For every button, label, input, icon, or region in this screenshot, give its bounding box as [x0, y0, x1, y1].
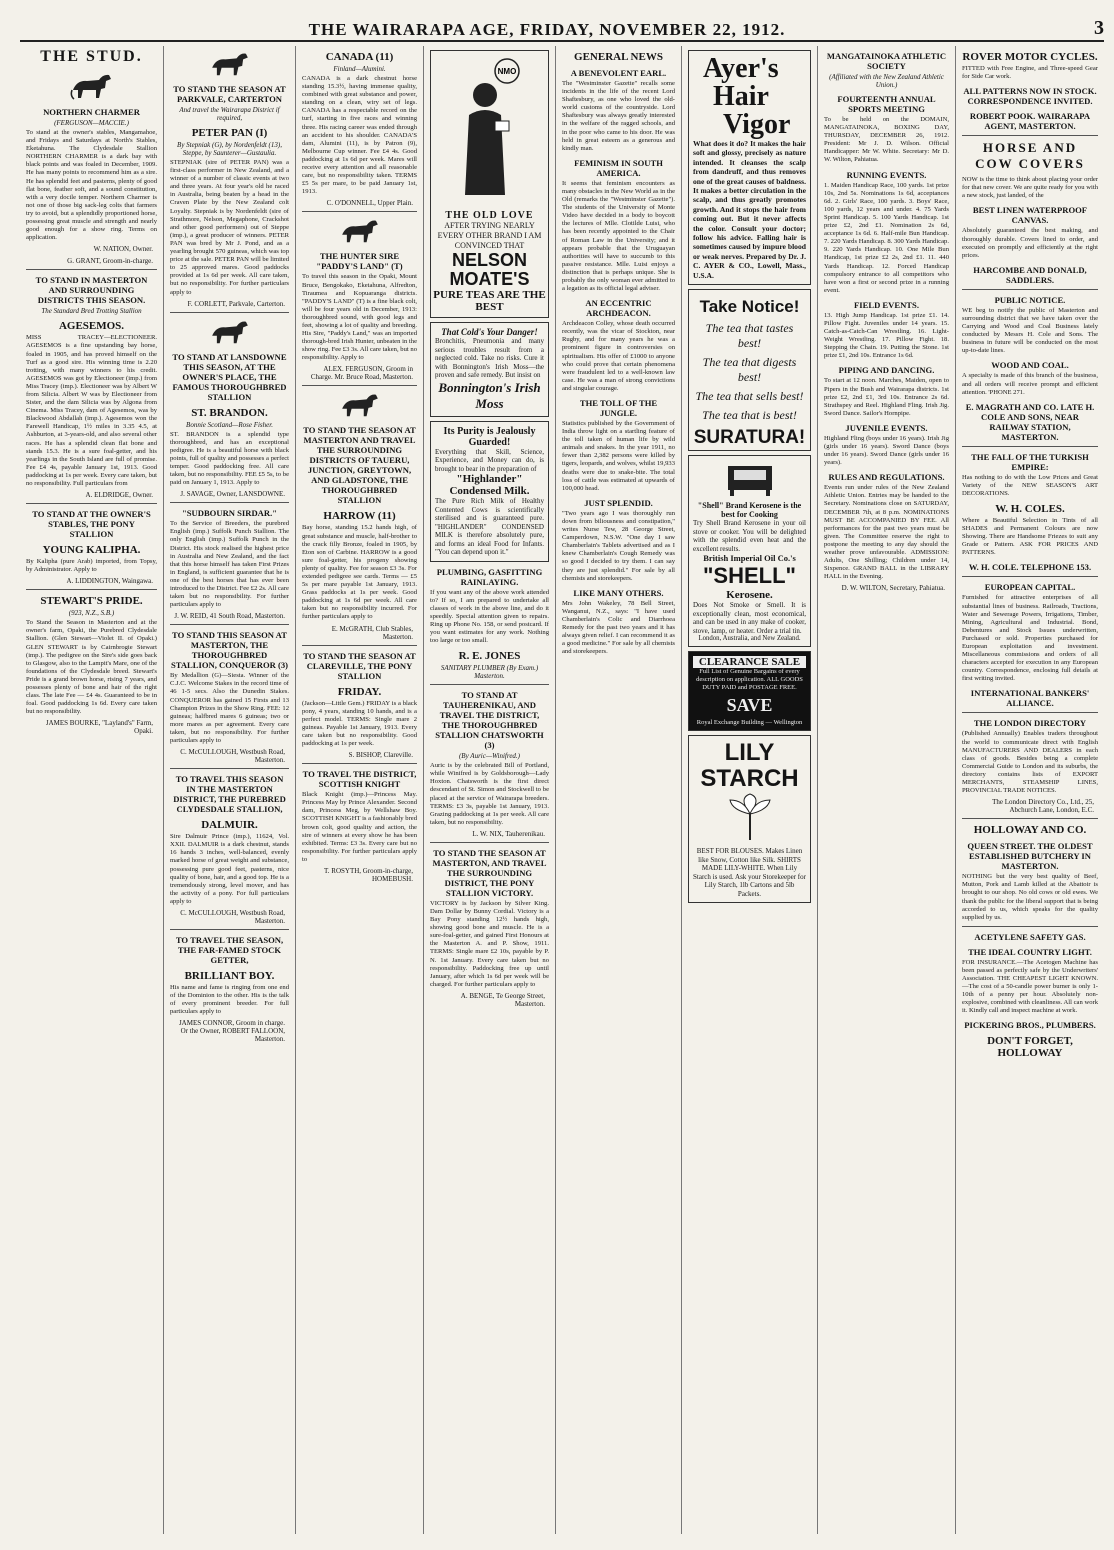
article-title: JUST SPLENDID. — [584, 497, 653, 508]
ad-st-brandon-owner: J. SAVAGE, Owner, LANSDOWNE. — [180, 490, 285, 499]
ad-peter-pan-sub: And travel the Wairarapa District if required, — [179, 106, 280, 122]
ad-kalipha-owner: A. LIDDINGTON, Waingawa. — [66, 577, 153, 586]
ad-chatsworth-heading: TO STAND AT TAUHERENIKAU, AND TRAVEL THE DISTRICT, THE THOROUGHBRED STALLION CHATSWORTH (3) — [435, 690, 544, 751]
rover-ad-body: FITTED with Free Engine, and Three-speed Gear for Side Car work. — [962, 65, 1098, 81]
article-title: THE TOLL OF THE JUNGLE. — [579, 398, 658, 418]
divider — [170, 624, 289, 625]
holloway-ad-sub: QUEEN STREET. THE OLDEST ESTABLISHED BUTCHERY IN MASTERTON. — [967, 841, 1093, 872]
ad-northern-charmer-title: NORTHERN CHARMER — [43, 107, 140, 117]
column-adverts — [424, 46, 556, 1534]
horse-icon — [338, 216, 382, 246]
rover-ad-stock: ALL PATTERNS NOW IN STOCK. CORRESPONDENCE INVITED. — [963, 86, 1097, 107]
ad-agesemos-name: AGESEMOS. — [58, 320, 125, 333]
wood-coal-body: A specialty is made of this branch of the business, and all orders will receive prompt and efficient attention. 'PHONE 271. — [962, 372, 1098, 396]
lily-starch-ad — [688, 735, 811, 903]
column-business-notices — [956, 46, 1104, 1534]
ad-peter-pan-owner: F. CORLETT, Parkvale, Carterton. — [187, 299, 285, 308]
highlander-ad-headline: Its Purity is Jealously Guarded! — [443, 425, 536, 448]
shell-ad-product: Kerosene. — [726, 589, 773, 602]
divider — [962, 135, 1098, 136]
european-capital-title: EUROPEAN CAPITAL. — [984, 582, 1076, 593]
article-title: LIKE MANY OTHERS. — [573, 587, 664, 598]
london-directory-body: (Published Annually) Enables traders throughout the world to communicate direct with English MANUFACTURERS AND DEALERS in each class of goods. Besides being a complete Commercial Guide to London and its suburbs, the directory contains lists of EXPORT MERCHANTS, STEAMSHIP LINES, PROVINCIAL TRADE NOTICES. — [962, 730, 1098, 795]
horse-icon — [208, 317, 252, 347]
plumbing-ad-heading: PLUMBING, GASFITTING RAINLAYING. — [436, 566, 543, 587]
divider — [302, 763, 417, 764]
magrath-sig: E. MAGRATH AND CO. LATE H. COLE AND SONS, NEAR RAILWAY STATION, MASTERTON. — [965, 401, 1095, 442]
article-title: AN ECCENTRIC ARCHDEACON. — [585, 298, 652, 319]
wood-coal-sub: WOOD AND COAL. — [991, 360, 1069, 371]
highlander-milk-ad — [430, 421, 549, 562]
suratura-tea-ad — [688, 289, 811, 451]
irish-moss-ad-brand: Bonnington's Irish Moss — [438, 379, 541, 411]
ad-brilliant-boy-heading: TO TRAVEL THE SEASON, THE FAR-FAMED STOCK GETTER, — [175, 934, 284, 965]
ad-st-brandon-body: ST. BRANDON is a splendid type thoroughbred, and has an exceptional pedigree. He is a beautiful horse with black points, full of quality and possesses a perfect temper. Good paddocking free. All care taken, but no responsibility. FEE £5 5s, to be paid on January 1, 1913. Apply to — [170, 430, 289, 487]
ad-stewarts-pride-sub: (923, N.Z., S.B.) — [68, 609, 115, 618]
ad-dalmuir-name: DALMUIR. — [201, 819, 258, 832]
ad-brilliant-boy-body: His name and fame is ringing from one end of the Dominion to the other. His is the talk of every prominent breeder. For full particulars apply to — [170, 983, 289, 1016]
tea-ad-brand: SURATURA! — [693, 427, 806, 449]
oil-stove-illustration — [720, 460, 780, 496]
london-directory-sig: The London Directory Co., Ltd., 25, Abchurch Lane, London, E.C. — [992, 798, 1094, 815]
coles-ad-body: Where a Beautiful Selection in Tints of all SHADES and Permanent Colours are now Showing. There are Handsome Friezes to suit any Grade or Pattern. ASK FOR PRICES AND PATTERNS. — [962, 516, 1098, 557]
ad-harrow-heading: TO STAND THE SEASON AT MASTERTON AND TRAVEL THE SURROUNDING DISTRICTS OF TAUERU, JUNCTION, GREYTOWN, AND GLADSTONE, THE THOROUGHBRED STALLION — [303, 425, 416, 506]
ad-paddys-land-body: To travel this season in the Opaki, Mount Bruce, Bengokako, Eketahuna, Alfredton, Tiraumea and Kopuaranga districts. "PADDY'S LAND" (T) is a fine black colt, will be four years old in December, 1913: thoroughbred sound, with good legs and feet, showing a lot of quality and breeding. His Sire, "Paddy's Land," was an imported thorough-bred Irish Hunter, unbeaten in the show ring. Fee £3 3s. All care taken, but no responsibility. Apply to — [302, 273, 417, 362]
ad-agesemos-heading: TO STAND IN MASTERTON AND SURROUNDING DISTRICTS THIS SEASON. — [35, 275, 148, 306]
nelson-moate-tea-ad — [430, 50, 549, 318]
column-sports-meeting — [818, 46, 956, 1534]
ad-canada-owner: C. O'DONNELL, Upper Plain. — [326, 199, 413, 208]
clearance-ad-headline: CLEARANCE SALE — [693, 656, 806, 668]
divider — [170, 768, 289, 769]
article-body: It seems that feminism encounters as many obstacles in the New World as in the Old (remarks the "Westminster Gazette"). The students of the University of Monte Video have decided in a body to boycott the lectures of Mlle. Clotilde Luisi, who has been recently appointed to the Chair of Roman Law in the University; and it appears probable that the Uruguayan authorities will have to succumb to this passive resistance. Mlle. Luisi enjoys a distinction that is perhaps unique. She is probably the only woman ever admitted to a legation as its official legal adviser. — [562, 179, 675, 293]
ad-peter-pan-name: PETER PAN (I) — [191, 127, 268, 139]
divider — [302, 645, 417, 646]
ad-agesemos-sub: The Standard Bred Trotting Stallion — [41, 307, 142, 316]
rover-ad-agent: ROBERT POOK. WAIRARAPA AGENT, MASTERTON. — [969, 111, 1091, 132]
divider — [26, 503, 157, 504]
clearance-ad-save: SAVE — [726, 695, 773, 716]
ayers-brand-line1: Ayer's — [703, 53, 779, 84]
irish-moss-ad-headline: That Cold's Your Danger! — [441, 327, 538, 337]
events-list: Highland Fling (boys under 16 years). Irish Jig (girls under 16 years). Sword Dance (boys under 16 years). Sword Dance (girls under 16 years). — [824, 434, 949, 467]
ayers-ad-copy: What does it do? It makes the hair soft and glossy, precisely as nature intended. It cleanses the scalp from dandruff, and thus removes one of the great causes of baldness. It makes a better circulation in the scalp, and thus greatly promotes growth. And it stops the hair from coming out. But it never affects the color. Consult your doctor; follow his advice. Falling hair is sometimes caused by impure blood or weak nerves. Prepared by Dr. J. C. AYER & CO., Lowell, Mass., U.S.A. — [693, 139, 806, 280]
ad-canada-name: CANADA (11) — [325, 51, 394, 63]
masthead — [20, 18, 1104, 42]
ad-conqueror-owner: C. McCULLOUGH, Westbush Road, Masterton. — [180, 748, 285, 765]
acetylene-ad-sub: THE IDEAL COUNTRY LIGHT. — [968, 946, 1092, 957]
events-list: 1. Maiden Handicap Race, 100 yards. 1st prize 10s, 2nd 5s. Nominations 1s 6d, acceptances 6d. 2. Girls' Race, 100 yards. 3. Boys' Race, 100 yards, 12 years and under. 4. 75 Yards Sprint Handicap. 5. 100 Yards Handicap. 1st prize £2, 2nd £1. Nomination 2s 6d, acceptance 1s 6d. 6. Half-mile Bun Handicap. 7. 220 Yards Handicap. 8. 300 Yards Handicap. 9. 220 Yards Handicap. 10. One Mile Bun Handicap, 1st prize £2 2s, 2nd £1. 11. 440 Yards Handicap. 12. Forced Handicap compulsory entrance to all competitors who have won a first or second prize in a running event. — [824, 181, 949, 294]
section-title: THE STUD. — [40, 48, 143, 65]
covers-ad-body: Absolutely guaranteed the best making, and thoroughly durable. Covers lined to order, and executed on promptly and efficiently at the right prices. — [962, 227, 1098, 259]
ad-peter-pan-heading: TO STAND THE SEASON AT PARKVALE, CARTERTON — [173, 84, 286, 104]
ad-sudbourn-body: To the Service of Breeders, the purebred English (imp.) Suffolk Punch Stallion. The only English (imp.) Suffolk Punch in the District. His stock realised the highest price in Australia and New Zealand, and the fact that this horse himself has taken First Prizes in England, is sufficient guarantee that he is one of the best horses that has ever been introduced to the District. Fee £2 2s. All care taken but no responsibility. For further particulars apply to — [170, 520, 289, 609]
newspaper-title: THE WAIRARAPA AGE, FRIDAY, NOVEMBER 22, 1912. — [308, 20, 786, 39]
irish-moss-ad — [430, 322, 549, 417]
holloway-ad-body: NOTHING but the very best quality of Beef, Mutton, Pork and Lamb killed at the Abattoir is brought to our shop. No old cows or old ewes. We thank the public for the liberal support that is being accorded to us, which speaks for the quality supplied by us. — [962, 873, 1098, 921]
divider — [962, 446, 1098, 447]
ad-northern-charmer-groom: G. GRANT, Groom-in-charge. — [67, 257, 153, 266]
nmo-monogram: NMO — [497, 67, 516, 76]
ad-northern-charmer-pedigree: (FERGUSON—MACCIE.) — [54, 119, 129, 127]
divider — [26, 269, 157, 270]
divider — [302, 211, 417, 212]
irish-moss-ad-copy: Bronchitis, Pneumonia and many serious troubles result from a neglected cold. Take no risks. Cure it with Bonnington's Irish Moss—the proven and safe remedy. But insist on — [435, 337, 544, 379]
ad-sudbourn-heading: "SUDBOURN SIRDAR." — [181, 508, 277, 519]
ad-stewarts-pride-owner: JAMES BOURKE, "Layland's" Farm, Opaki. — [45, 719, 153, 736]
ad-kalipha-heading: TO STAND AT THE OWNER'S STABLES, THE PONY STALLION — [32, 509, 151, 540]
divider — [170, 502, 289, 503]
coles-ad-name: W. H. COLES. — [995, 502, 1065, 515]
clearance-sale-ad — [688, 651, 811, 731]
public-notice-title: PUBLIC NOTICE. — [994, 294, 1066, 305]
ad-northern-charmer-owner: W. NATION, Owner. — [93, 245, 153, 254]
divider — [962, 926, 1098, 927]
article-body: Statistics published by the Government of India throw light on a startling feature of the toll taken of human life by wild animals and snakes. In the year 1911, no fewer than 2,382 persons were killed by tigers, leopards, and wolves, whilst 19,933 deaths were due to snake-bite. The total loss of cattle was estimated at upwards of 100,000 head. — [562, 420, 675, 492]
covers-ad-title: HORSE AND COW COVERS — [975, 140, 1085, 172]
shell-ad-small: Does Not Smoke or Smell. It is exceptionally clean, most economical, and can be used in any make of cooker, stove, lamp, or heater. Order a trial tin. — [693, 601, 806, 635]
ad-st-brandon-sub: Bonnie Scotland—Rose Fisher. — [186, 420, 273, 429]
events-heading: JUVENILE EVENTS. — [845, 422, 928, 433]
society-title: MANGATAINOKA ATHLETIC SOCIETY — [826, 51, 947, 71]
tea-ad-line: The tea that tastes best! — [705, 321, 794, 351]
horse-icon — [69, 70, 115, 102]
ad-harrow-name: HARROW (11) — [323, 510, 396, 523]
lily-flower-illustration — [720, 792, 780, 842]
events-heading: FIELD EVENTS. — [854, 299, 919, 310]
column-general-news — [556, 46, 682, 1534]
coles-ad-title: THE FALL OF THE TURKISH EMPIRE: — [971, 451, 1089, 472]
meeting-details: To be held on the DOMAIN, MANGATAINOKA, BOXING DAY, THURSDAY, DECEMBER 26, 1912. President: Mr J. D. Wilson. Official Handicapper: Mr W. White. Secretary: Mr D. W. Wilton, Pahiatua. — [824, 116, 949, 164]
article-title: A BENEVOLENT EARL. — [570, 68, 667, 78]
plumbing-ad-sub: SANITARY PLUMBER (By Exam.) Masterton. — [440, 664, 539, 681]
ad-friday-body: (Jackson—Little Gem.) FRIDAY is a black pony, 4 years, standing 10 hands, and is a perfect model. TERMS: Single mare 2 guineas. Payable 1st January, 1913. Every care taken but no responsibility. Good paddocking at 1s per week. — [302, 699, 417, 748]
ayers-brand-line2: Hair — [713, 81, 769, 112]
covers-ad-sub: BEST LINEN WATERPROOF CANVAS. — [972, 205, 1088, 226]
rover-ad-title: ROVER MOTOR CYCLES. — [962, 51, 1098, 63]
ad-agesemos-owner: A. ELDRIDGE, Owner. — [85, 491, 153, 500]
column-stud-3 — [296, 46, 424, 1534]
ad-victory-owner: A. BENGE, Te George Street, Masterton. — [460, 991, 545, 1008]
acetylene-ad-title: ACETYLENE SAFETY GAS. — [974, 931, 1086, 942]
ad-st-brandon-heading: TO STAND AT LANSDOWNE THIS SEASON, AT THE OWNER'S PLACE, THE FAMOUS THOROUGHBRED STALLION — [172, 351, 287, 402]
shell-ad-headline: "Shell" Brand Kerosene is the best for Cooking — [697, 501, 802, 520]
tea-ad-line: The tea that digests best! — [702, 355, 797, 385]
ad-victory-heading: TO STAND THE SEASON AT MASTERTON, AND TRAVEL THE SURROUNDING DISTRICT, THE PONY STALLION VICTORY. — [432, 847, 547, 898]
ad-victory-body: VICTORY is by Jackson by Silver King. Dam Dollar by Bunny Cordial. Victory is a Bay Pony standing 12½ hands high, showing good bone and muscle. He is a sure-foal-getter, and gained First Honours at the Masterton A. and P. Show, 1911. TERMS: Single mare £2 10s, payable by P. N. 1st January. Every care taken but no responsibility. Paddocking free up until January, after which 1s 6d per week will be charged. For further particulars apply to — [430, 899, 549, 988]
rules-text: Events run under rules of the New Zealand Athletic Union. Entries may be handed to the Secretary. Nominations close on SATURDAY, DECEMBER 7th, at 8 p.m. NOMINATIONS MUST BE ACCOMPANIED BY FEE. All performances for the past two years must be given. The Committee reserve the right to postpone the meeting to any day should the weather prove unfavourable. ADMISSION: Adults, One Shilling; Children under 14, Sixpence. GRAND BALL in the LIBRARY HALL in the Evening. — [824, 484, 949, 581]
plumbing-ad-body: If you want any of the above work attended to? If so, I am prepared to undertake all classes of work in the above line, and do it speedily. Special attention given to repairs. Ring up Phone No. 158, or send postcard. If you want estimates for any work. Nothing too large or too small. — [430, 588, 549, 645]
tea-ad-tagline: PURE TEAS ARE THE BEST — [433, 289, 546, 313]
ad-dalmuir-body: Sire Dalmuir Prince (imp.), 11624, Vol. XXII. DALMUIR is a dark chestnut, stands 16 hands 3 inches, well-balanced, evenly marked horse of great weight and substance, possessing pure good feet, pasterns, nice quality of bone, hair, and a good top. He is a tremendously strong, level mover, and has the activity of a pony. For full particulars apply to — [170, 833, 289, 905]
ad-kalipha-name: YOUNG KALIPHA. — [42, 544, 141, 557]
holloway-ad-title: HOLLOWAY AND CO. — [973, 824, 1087, 837]
ad-friday-heading: TO STAND THE SEASON AT CLAREVILLE, THE PONY STALLION — [303, 650, 416, 681]
divider — [430, 842, 549, 843]
ad-kalipha-body: By Kalipha (pure Arab) imported, from Topsy, by Administrator. Apply to — [26, 558, 157, 574]
ad-scottish-knight-heading: TO TRAVEL THE DISTRICT, SCOTTISH KNIGHT — [302, 769, 417, 790]
meeting-title: FOURTEENTH ANNUAL SPORTS MEETING — [837, 94, 936, 114]
tea-ad-brand: NELSON MOATE'S — [449, 250, 530, 289]
clearance-ad-footer: Royal Exchange Building — Wellington — [696, 719, 803, 727]
lily-ad-copy: BEST FOR BLOUSES. Makes Linen like Snow, Cotton like Silk. SHIRTS MADE LILY-WHITE. When Lily Starch is used. Ask your Storekeeper for Lily Starch, 1lb Cartons and 5lb Packets. — [693, 847, 806, 898]
events-heading: RUNNING EVENTS. — [846, 169, 927, 180]
coles-ad-body: Has nothing to do with the Low Prices and Great Variety of the NEW SEASON'S ART DECORATIONS. — [962, 473, 1098, 497]
ad-peter-pan-body: STEPNIAK (sire of PETER PAN) was a first-class performer in New Zealand, and a winner of a number of classic events at two and three years. At four year's old he raced in Australia, being beaten by a head in the Craven Plate by the New Zealand colt Loyalty. Stepniak is by Nordenfeldt (sire of Strathmore, Nelson, Megaphone, Crackshot and other good performers) out of Steppe (imp.), a great producer of winners. PETER PAN was bred by Mr J. Pond, and as a yearling brought 570 guineas, which was top price at the sale. PETER PAN will be limited to 25 approved mares. Good paddocks provided at 1s 6d per week. All care taken, but no responsibility. For further particulars apply to — [170, 159, 289, 296]
shell-ad-brand: "SHELL" — [703, 563, 796, 589]
page-number: 3 — [1094, 17, 1104, 39]
public-notice-body: WE beg to notify the public of Masterton and surrounding district that we have taken over the Carrying and Wood and Coal Business lately conducted by Messrs H. Cole and Sons. The business in future will be conducted on the most up-to-date lines. — [962, 306, 1098, 355]
ayers-brand-line3: Vigor — [723, 109, 791, 140]
divider — [962, 818, 1098, 819]
ad-canada-body: CANADA is a dark chestnut horse standing 15.3½, having immense quality, combined with great substance and power, standing on a clean, wiry set of legs. CANADA has a respectable record on the turf, starting in five races and winning three. His racing career was ended through an accident to his shoulder. CANADA'S dam, Alumini (11), is by Patron (9), Melbourne Cup winner. Fee £4 4s. Good paddocking at 1s 6d per week. Mares will receive every attention and all reasonable care, but no responsibility taken. TERMS £5 5s per mare, to be paid January 1st, 1913. — [302, 75, 417, 196]
ad-brilliant-boy-owner: JAMES CONNOR, Groom in charge. Or the Owner, ROBERT FALLOON, Masterton. — [178, 1019, 285, 1044]
article-body: Archdeacon Colley, whose death occurred recently, was the vicar of Stockton, near Rugby, and for many years he was a prominent figure in controversies on spiritualism. His offer of £1000 to anyone who could prove that certain phenomena were fraudulent led to a well-known law case. He was a man of strong convictions and singular courage. — [562, 320, 675, 392]
tea-ad-line: The tea that is best! — [702, 408, 797, 423]
shell-ad-company: British Imperial Oil Co.'s — [703, 553, 796, 564]
divider — [962, 712, 1098, 713]
ad-conqueror-body: By Medallion (G)—Siesta. Winner of the C.J.C. Welcome Stakes in the record time of 46 1-5 secs. Also the Dunedin Stakes. CONQUEROR has gained 15 Firsts and 13 Champion Prizes in the Show Ring. FEE: 12 guineas; halfbred mares 6 guineas; two or more mares as per agreement. Every care taken, but no responsibility. For further particulars apply to — [170, 672, 289, 745]
ad-dalmuir-heading: TO TRAVEL THIS SEASON IN THE MASTERTON DISTRICT, THE PUREBRED CLYDESDALE STALLION, — [173, 774, 286, 815]
ad-stewarts-pride-name: STEWART'S PRIDE. — [40, 595, 143, 608]
divider — [26, 589, 157, 590]
ad-sudbourn-owner: J. W. REID, 41 South Road, Masterton. — [174, 612, 285, 621]
column-stud-1 — [20, 46, 164, 1534]
article-body: The "Westminster Gazette" recalls some incidents in the life of the recent Lord Shaftesbury, as one who loved the old-world customs of the countryside. Lord Shaftesbury was always greatly interested in the welfare of the ragged schools, and in the poor who came to his door. He was held in great esteem as a generous and kindly man. — [562, 80, 675, 152]
horse-icon — [208, 49, 252, 79]
article-title: FEMINISM IN SOUTH AMERICA. — [574, 157, 663, 178]
ad-chatsworth-owner: L. W. NIX, Tauherenikau. — [472, 829, 545, 838]
ad-chatsworth-body: Auric is by the celebrated Bill of Portland, while Winifred is by Goldsborough—Lady Hoxton. Chatsworth is the first direct descendant of St. Simon and Stockwell to be placed at the service of Wairarapa breeders. TERMS: £3 3s, payable 1st January, 1913. Grazing paddocking at 1s per week. All care taken, but no responsibility. — [430, 762, 549, 826]
events-list: 13. High Jump Handicap. 1st prize £1. 14. Pillow Fight. Juveniles under 14 years. 15. Catch-as-Catch-Can Wrestling. 16. Light-Weight Wrestling. 17. Pillow Fight. 18. Stepping the Chain. 19. Putting the Stone. 1st prize £1, 2nd 10s. Entrance 1s 6d. — [824, 311, 949, 360]
plumbing-ad-brand: R. E. JONES — [458, 650, 521, 663]
divider — [170, 312, 289, 313]
ad-scottish-knight-body: Black Knight (imp.)—Princess May. Princess May by Prince Alexander. Second dam, Princess Meg, by Wellshaw Boy. SCOTTISH KNIGHT is a fashionably bred brown colt, good quality and action, the sire of winners at every show he has been exhibited. Terms: £3 3s. Every care but no responsibility. For further particulars apply to — [302, 791, 417, 863]
ad-brilliant-boy-name: BRILLIANT BOY. — [184, 969, 275, 982]
ad-paddys-land-heading: THE HUNTER SIRE "PADDY'S LAND" (T) — [316, 251, 403, 272]
secretary-signature: D. W. WILTON, Secretary, Pahiatua. — [841, 584, 945, 593]
article-body: Mrs John Wakeley, 78 Bell Street, Wanganui, N.Z., says: "I have used Chamberlain's Colic and Diarrhoea Remedy for the past two years and it has always given relief. I can recommend it as a good medicine." For sale by all chemists and storekeepers. — [562, 599, 675, 656]
divider — [962, 289, 1098, 290]
ad-st-brandon-name: ST. BRANDON. — [191, 406, 268, 419]
ad-scottish-knight-owner: T. ROSYTH, Groom-in-charge, HOMEBUSH. — [324, 866, 413, 883]
divider — [302, 385, 417, 386]
article-body: "Two years ago I was thoroughly run down from biliousness and constipation," writes Nurse Tew, 28 George Street, Camperdown, N.S.W. "One day I saw Chamberlain's Tablets advertised and as I knew Chamberlain's Cough Remedy was so good I decided to try them. I can say they are just splendid." For sale by all chemists and storekeepers. — [562, 509, 675, 582]
divider — [962, 576, 1098, 577]
ad-northern-charmer-body: To stand at the owner's stables, Mangamahoe, and Fridays and Saturdays at North's Stables, Eketahuna. The Clydesdale Stallion NORTHERN CHARMER is a dark bay with black points and was foaled in December, 1909. He has many points to recommend him as a sire. He has splendid feet and pasterns, plenty of good flat bone, feather soft, and a sound constitution, with a very docile temper. Northern Charmer is not one of those big sack-leg colts that farmers try to avoid, but a splendidly proportioned horse, possessing great muscle and strength and nearly good enough for a show ring. Terms on application. — [26, 129, 157, 242]
tea-ad-line: The tea that sells best! — [695, 389, 804, 404]
divider — [170, 929, 289, 930]
tea-drinker-illustration — [455, 55, 525, 205]
ad-dalmuir-owner: C. McCULLOUGH, Westbush Road, Masterton. — [180, 908, 285, 925]
ad-harrow-body: Bay horse, standing 15.2 hands high, of great substance and muscle, half-brother to the crack filly Bronze, foaled in 1905, by Eton son of Carbine. HARROW is a good sure foal-getter, his progeny showing plenty of quality. Fee for season £3 3s. For extended pedigree see cards. Terms — £5 5s per mare payable 1st January, 1913. Grass paddocks at 1s per week. Good paddocking at 1s 6d per week. All care taken but no responsibility incurred. For further particulars apply to — [302, 524, 417, 621]
ad-paddys-land-owner: ALEX. FERGUSON, Groom in Charge. Mr. Bruce Road, Masterton. — [310, 365, 413, 382]
ad-stewarts-pride-body: To Stand the Season in Masterton and at the owner's farm, Opaki, the Purebred Clydesdale Stallion. (Glen Stewart—Violet II. of Opaki.) GLEN STEWART is by Cairnbrogie Stewart (imp.). The pedigree on the Sire's side goes back to Glasgow, also to the Lampit's Mare, one of the foundations of the Clydesdale breed. Stewart's Pride is a grand brown horse, rising 7 years, and possesses plenty of bone and hair of the right class. The late Fee — £4 4s. Guaranteed to be in foal. Good paddocking 1s 6d. Every care taken but no responsibility. — [26, 619, 157, 716]
ad-peter-pan-pedigree: By Stepniak (G), by Nordenfeldt (13), Steppe, by Saunterer—Gustaulia. — [177, 141, 282, 157]
events-list: To start at 12 noon. Marches, Maiden, open to Pipers in the Bush and Wairarapa districts. 1st prize £2, 2nd £1, 3rd 10s. Entrance 2s 6d. Strathspey and Reel. Highland Fling. Irish Jig. Sword Dance. Sailor's Hornpipe. — [824, 377, 949, 417]
european-capital-sig: INTERNATIONAL BANKERS' ALLIANCE. — [970, 688, 1090, 709]
tea-ad-headline: Take Notice! — [699, 297, 800, 317]
london-directory-title: THE LONDON DIRECTORY — [973, 718, 1087, 729]
section-title: GENERAL NEWS — [574, 51, 663, 63]
covers-ad-sig: HARCOMBE AND DONALD, SADDLERS. — [973, 264, 1087, 285]
ad-canada-sub: Finland—Alumini. — [333, 65, 386, 73]
ad-harrow-owner: E. McGRATH, Club Stables, Masterton. — [331, 624, 413, 641]
acetylene-ad-sig: PICKERING BROS., PLUMBERS. — [964, 1020, 1096, 1031]
horse-icon — [338, 390, 382, 420]
tea-ad-headline: THE OLD LOVE — [445, 210, 534, 221]
coles-ad-sig: W. H. COLE. TELEPHONE 153. — [968, 562, 1092, 573]
highlander-ad-copy: Everything that Skill, Science, Experience, and Money can do, is brought to bear in the preparation of — [435, 447, 544, 473]
european-capital-body: Furnished for attractive enterprises of all substantial lines of business. Railroads, Tractions, Water and Sewerage Powers, Irrigations, Timber, Mining, Agricultural and Industrial. Bond, Debentures and Stock Issues underwritten, Purchased or sold. Properties purchased for European exploitation and investment. Miscellaneous commissions and orders of all characters accepted for execution in any European country. Correspondence, enclosing full details at first writing invited. — [962, 594, 1098, 683]
events-heading: PIPING AND DANCING. — [838, 365, 935, 376]
lily-ad-brand: LILY STARCH — [700, 739, 799, 793]
ad-chatsworth-sub: (By Auric—Winifred.) — [458, 752, 521, 761]
society-affiliation: (Affiliated with the New Zealand Athletic Union.) — [829, 73, 944, 89]
highlander-ad-brand: "Highlander" Condensed Milk. — [449, 473, 530, 497]
covers-ad-body: NOW is the time to think about placing your order for that new cover. We are quite ready for you with a new stock, just landed, of the — [962, 176, 1098, 200]
highlander-ad-small: The Pure Rich Milk of Healthy Contented Cows is scientifically sterilised and is guaranteed pure. "HIGHLANDER" CONDENSED MILK is therefore absolutely pure, and forms an ideal Food for Infants. "You can depend upon it." — [435, 497, 544, 556]
ad-conqueror-heading: TO STAND THIS SEASON AT MASTERTON, THE THOROUGHBRED STALLION, CONQUEROR (3) — [170, 630, 289, 671]
acetylene-ad-body: FOR INSURANCE.—The Acetogen Machine has been passed as perfectly safe by the Underwriters' Association. THE CHEAPEST LIGHT KNOWN.—The cost of a 50-candle power burner is only 1-10th of a penny per hour. Absolutely non-explosive, combined with cleanliness. All can work it. Kindly call and inspect machine at work. — [962, 958, 1098, 1015]
footer-reminder: DON'T FORGET, HOLLOWAY — [987, 1035, 1073, 1060]
ad-friday-name: FRIDAY. — [337, 685, 382, 698]
divider — [430, 684, 549, 685]
shell-ad-cities: London, Australia, and New Zealand. — [698, 635, 801, 643]
ad-friday-owner: S. BISHOP, Clareville. — [348, 751, 413, 760]
column-adverts-2 — [682, 46, 818, 1534]
clearance-ad-sub: Full List of Genuine Bargains of every description on application. ALL GOODS DUTY PAID and POSTAGE FREE. — [696, 668, 803, 692]
column-stud-2 — [164, 46, 296, 1534]
shell-ad-copy: Try Shell Brand Kerosene in your oil stove or cooker. You will be delighted with the splendid even heat and the excellent results. — [693, 519, 806, 553]
tea-ad-copy: AFTER TRYING NEARLY EVERY OTHER BRAND I AM CONVINCED THAT — [437, 221, 542, 250]
shell-kerosene-ad — [688, 455, 811, 647]
rules-heading: RULES AND REGULATIONS. — [828, 472, 945, 483]
ad-agesemos-body: MISS TRACEY—ELECTIONEER. AGESEMOS is a fine upstanding bay horse, foaled in 1905, and has proved himself on the Turf as a good sire. His winning time is 2.20 trotting, with many winners to his credit. AGESEMOS was got by Electioneer (imp.) from Miss Tracey (imp.). Electioneer was by Albert W from Silicia. Albert W was by Electioneer from Sister, and the dam Silicia was by Algona from Cinema. Miss Tracey, dam of Agesemos, was by Blackwood Abdallah (imp.). Agesemos won the Farewell Handicap, 1½ miles in 3.35 4.5, at Ashburton, at 3-years-old, and also several other races. He has a splendid clean flat bone and stands 15.3. He is a sure foal-getter, and his yearlings in the South Island are full of promise. Fee £4 4s, payable January 1st, 1913. Good paddocking at 1s per week. Every care taken, but no responsibility. Full particulars from — [26, 334, 157, 487]
ayers-hair-vigor-ad — [688, 50, 811, 285]
